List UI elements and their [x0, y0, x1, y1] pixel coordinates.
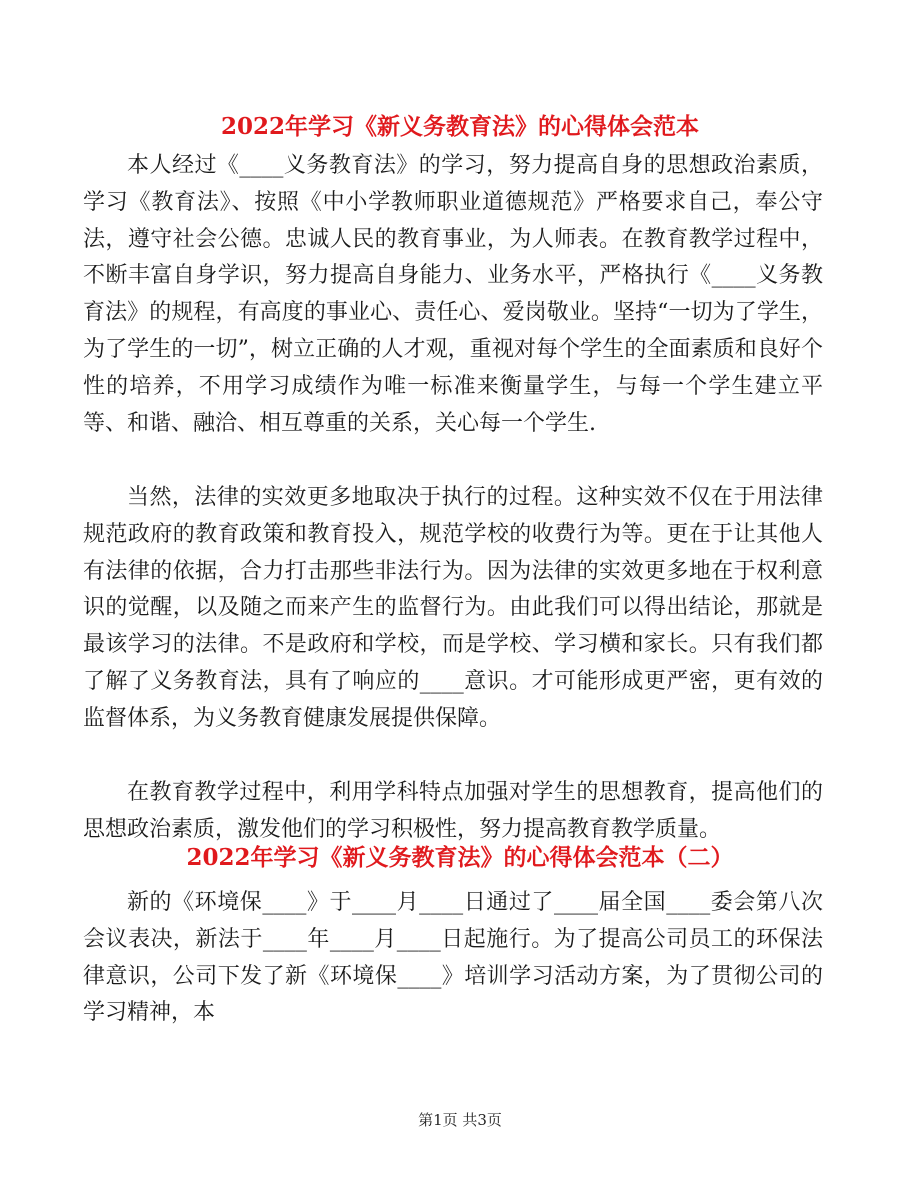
section-title-2: 2022年学习《新义务教育法》的心得体会范本（二） — [186, 844, 734, 871]
paragraph-3: 在教育教学过程中，利用学科特点加强对学生的思想教育，提高他们的思想政治素质，激发他们的学习积极性，努力提高教育教学质量。 — [83, 780, 823, 842]
page-number: 第1页 共3页 — [418, 1111, 502, 1129]
paragraph-4: 新的《环境保____》于____月____日通过了____届全国____委会第八次会议表决，新法于____年____月____日起施行。为了提高公司员工的环保法律意识，公司下发了新《环境保____》培训学习活动方案，为了贯彻公司的学习精神，本 — [83, 890, 823, 1026]
paragraph-1: 本人经过《____义务教育法》的学习，努力提高自身的思想政治素质，学习《教育法》、按照《中小学教师职业道德规范》严格要求自己，奉公守法，遵守社会公德。忠诚人民的教育事业，为人师表。在教育教学过程中，不断丰富自身学识，努力提高自身能力、业务水平，严格执行《____义务教育法》的规程，有高度的事业心、责任心、爱岗敬业。坚持“一切为了学生，为了学生的一切”，树立正确的人才观，重视对每个学生的全面素质和良好个性的培养，不用学习成绩作为唯一标准来衡量学生，与每一个学生建立平等、和谐、融洽、相互尊重的关系，关心每一个学生. — [83, 153, 823, 436]
paragraph-2: 当然，法律的实效更多地取决于执行的过程。这种实效不仅在于用法律规范政府的教育政策和教育投入，规范学校的收费行为等。更在于让其他人有法律的依据，合力打击那些非法行为。因为法律的实效更多地在于权利意识的觉醒，以及随之而来产生的监督行为。由此我们可以得出结论，那就是最该学习的法律。不是政府和学校，而是学校、学习横和家长。只有我们都了解了义务教育法，具有了响应的____意识。才可能形成更严密，更有效的监督体系，为义务教育健康发展提供保障。 — [83, 485, 823, 731]
document-title: 2022年学习《新义务教育法》的心得体会范本 — [220, 113, 699, 140]
